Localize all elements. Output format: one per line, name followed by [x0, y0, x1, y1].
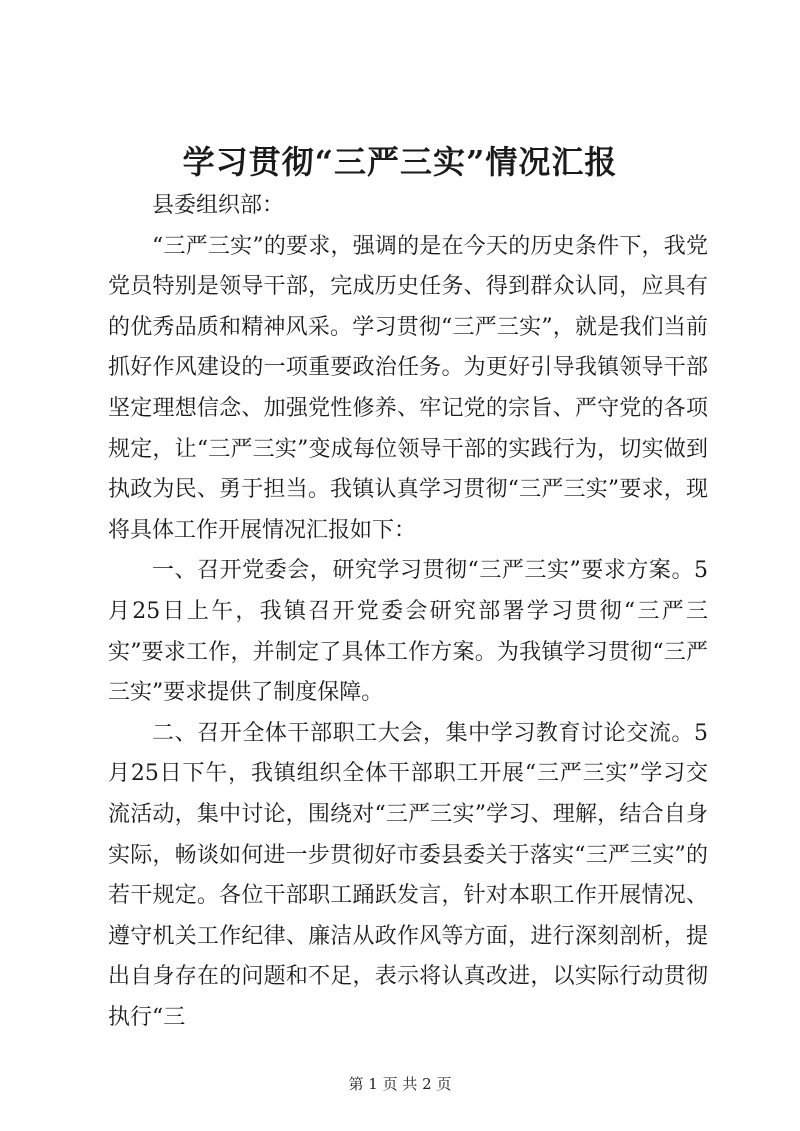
- document-title: 学习贯彻“三严三实”情况汇报: [182, 143, 618, 181]
- section-one-paragraph: 一、召开党委会，研究学习贯彻“三严三实”要求方案。5月25日上午，我镇召开党委会研究部署学习贯彻“三严三实”要求工作，并制定了具体工作方案。为我镇学习贯彻“三严三实”要求提供了制度保障。: [108, 558, 708, 706]
- page-footer: 第 1 页 共 2 页: [348, 1075, 452, 1093]
- salutation-paragraph: 县委组织部：: [152, 193, 285, 218]
- section-two-paragraph: 二、召开全体干部职工大会，集中学习教育讨论交流。5月25日下午，我镇组织全体干部职工开展“三严三实”学习交流活动，集中讨论，围绕对“三严三实”学习、理解，结合自身实际，畅谈如何进一步贯彻好市委县委关于落实“三严三实”的若干规定。各位干部职工踊跃发言，针对本职工作开展情况、遵守机关工作纪律、廉洁从政作风等方面，进行深刻剖析，提出自身存在的问题和不足，表示将认真改进，以实际行动贯彻执行“三: [108, 720, 708, 1030]
- document-body: [108, 186, 708, 1038]
- intro-paragraph: “三严三实”的要求，强调的是在今天的历史条件下，我党党员特别是领导干部，完成历史任务、得到群众认同，应具有的优秀品质和精神风采。学习贯彻“三严三实”，就是我们当前抓好作风建设的一项重要政治任务。为更好引导我镇领导干部坚定理想信念、加强党性修养、牢记党的宗旨、严守党的各项规定，让“三严三实”变成每位领导干部的实践行为，切实做到执政为民、勇于担当。我镇认真学习贯彻“三严三实”要求，现将具体工作开展情况汇报如下：: [108, 233, 708, 543]
